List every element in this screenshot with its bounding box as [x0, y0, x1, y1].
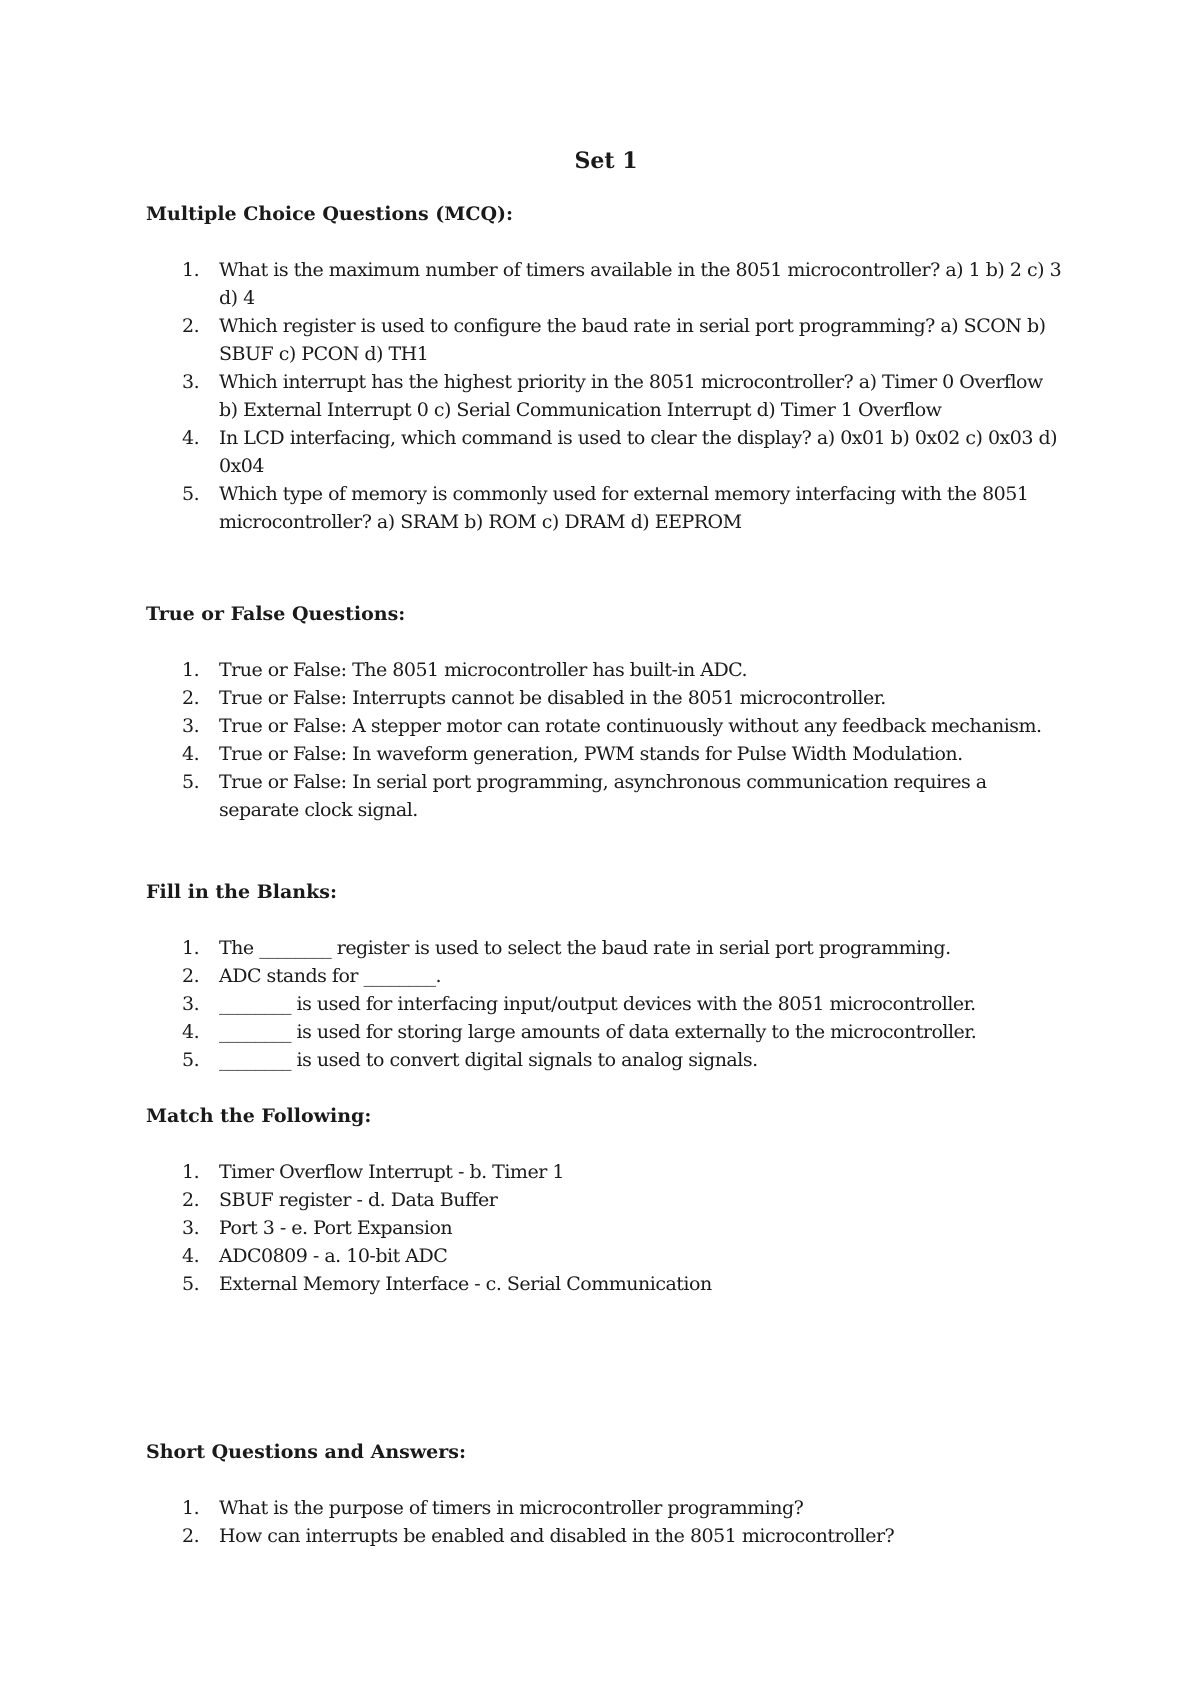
list-item: 5. True or False: In serial port programming, asynchronous communication requires a separate clock signal.	[182, 771, 987, 821]
question-text: What is the purpose of timers in microcontroller programming?	[219, 1497, 804, 1519]
question-text: In LCD interfacing, which command is used to clear the display? a) 0x01 b) 0x02 c) 0x03 d) 0x04	[219, 427, 1058, 477]
section-mcq	[146, 200, 1066, 536]
list-item: 5. External Memory Interface - c. Serial Communication	[182, 1273, 712, 1295]
list-item: 5. Which type of memory is commonly used for external memory interfacing with the 8051 microcontroller? a) SRAM b) ROM c) DRAM d) EEPROM	[182, 483, 1029, 533]
section-heading: Short Questions and Answers:	[146, 1441, 466, 1463]
question-text: Which type of memory is commonly used for external memory interfacing with the 8051 microcontroller? a) SRAM b) ROM c) DRAM d) EEPROM	[219, 483, 1029, 533]
list-item: 2. How can interrupts be enabled and disabled in the 8051 microcontroller?	[182, 1525, 895, 1547]
question-text: ADC stands for ________.	[219, 965, 442, 987]
document-title: Set 1	[574, 148, 638, 174]
section-heading: Fill in the Blanks:	[146, 881, 337, 903]
question-list	[146, 934, 1066, 1074]
question-text: Port 3 - e. Port Expansion	[219, 1217, 453, 1239]
question-text: ________ is used for interfacing input/output devices with the 8051 microcontroller.	[219, 993, 976, 1015]
list-item: 3. Port 3 - e. Port Expansion	[182, 1217, 453, 1239]
section-true-false	[146, 600, 1066, 824]
list-item: 2. SBUF register - d. Data Buffer	[182, 1189, 498, 1211]
section-heading: Multiple Choice Questions (MCQ):	[146, 203, 514, 225]
section-short-questions	[146, 1438, 1066, 1550]
section-match-following	[146, 1102, 1066, 1298]
question-text: ________ is used to convert digital signals to analog signals.	[219, 1049, 758, 1071]
list-item: 1. What is the maximum number of timers available in the 8051 microcontroller? a) 1 b) 2 c) 3 d) 4	[182, 259, 1062, 309]
list-item: 5. ________ is used to convert digital signals to analog signals.	[182, 1049, 758, 1071]
list-item: 2. ADC stands for ________.	[182, 965, 442, 987]
question-text: Timer Overflow Interrupt - b. Timer 1	[219, 1161, 564, 1183]
list-item: 1. True or False: The 8051 microcontroller has built-in ADC.	[182, 659, 748, 681]
question-text: External Memory Interface - c. Serial Communication	[219, 1273, 712, 1295]
question-text: Which register is used to configure the baud rate in serial port programming? a) SCON b) SBUF c) PCON d) TH1	[219, 315, 1046, 365]
question-text: The ________ register is used to select the baud rate in serial port programming.	[219, 937, 951, 959]
section-heading: Match the Following:	[146, 1105, 372, 1127]
question-list	[146, 256, 1066, 536]
list-item: 4. In LCD interfacing, which command is used to clear the display? a) 0x01 b) 0x02 c) 0x03 d) 0x04	[182, 427, 1058, 477]
question-text: Which interrupt has the highest priority in the 8051 microcontroller? a) Timer 0 Overflow b) External Interrupt 0 c) Serial Communication Interrupt d) Timer 1 Overflow	[219, 371, 1043, 421]
question-list	[146, 656, 1066, 824]
question-list	[146, 1158, 1066, 1298]
question-text: True or False: A stepper motor can rotate continuously without any feedback mechanism.	[219, 715, 1042, 737]
list-item: 3. True or False: A stepper motor can rotate continuously without any feedback mechanism.	[182, 715, 1042, 737]
list-item: 1. What is the purpose of timers in microcontroller programming?	[182, 1497, 804, 1519]
question-text: SBUF register - d. Data Buffer	[219, 1189, 498, 1211]
question-text: How can interrupts be enabled and disabled in the 8051 microcontroller?	[219, 1525, 895, 1547]
question-text: True or False: In waveform generation, PWM stands for Pulse Width Modulation.	[219, 743, 963, 765]
list-item: 2. Which register is used to configure the baud rate in serial port programming? a) SCON b) SBUF c) PCON d) TH1	[182, 315, 1046, 365]
list-item: 1. Timer Overflow Interrupt - b. Timer 1	[182, 1161, 564, 1183]
list-item: 2. True or False: Interrupts cannot be disabled in the 8051 microcontroller.	[182, 687, 886, 709]
list-item: 4. ADC0809 - a. 10-bit ADC	[182, 1245, 448, 1267]
question-text: True or False: In serial port programming, asynchronous communication requires a separate clock signal.	[219, 771, 987, 821]
list-item: 3. Which interrupt has the highest priority in the 8051 microcontroller? a) Timer 0 Overflow b) External Interrupt 0 c) Serial Communication Interrupt d) Timer 1 Overflow	[182, 371, 1043, 421]
section-heading: True or False Questions:	[146, 603, 406, 625]
question-text: ________ is used for storing large amounts of data externally to the microcontroller.	[219, 1021, 977, 1043]
list-item: 1. The ________ register is used to select the baud rate in serial port programming.	[182, 937, 951, 959]
list-item: 4. ________ is used for storing large amounts of data externally to the microcontroller.	[182, 1021, 977, 1043]
question-text: What is the maximum number of timers available in the 8051 microcontroller? a) 1 b) 2 c) 3 d) 4	[219, 259, 1062, 309]
list-item: 4. True or False: In waveform generation, PWM stands for Pulse Width Modulation.	[182, 743, 963, 765]
section-fill-blanks	[146, 878, 1066, 1074]
question-text: ADC0809 - a. 10-bit ADC	[219, 1245, 448, 1267]
question-text: True or False: The 8051 microcontroller has built-in ADC.	[219, 659, 748, 681]
question-list	[146, 1494, 1066, 1550]
list-item: 3. ________ is used for interfacing input/output devices with the 8051 microcontroller.	[182, 993, 976, 1015]
question-text: True or False: Interrupts cannot be disabled in the 8051 microcontroller.	[219, 687, 886, 709]
